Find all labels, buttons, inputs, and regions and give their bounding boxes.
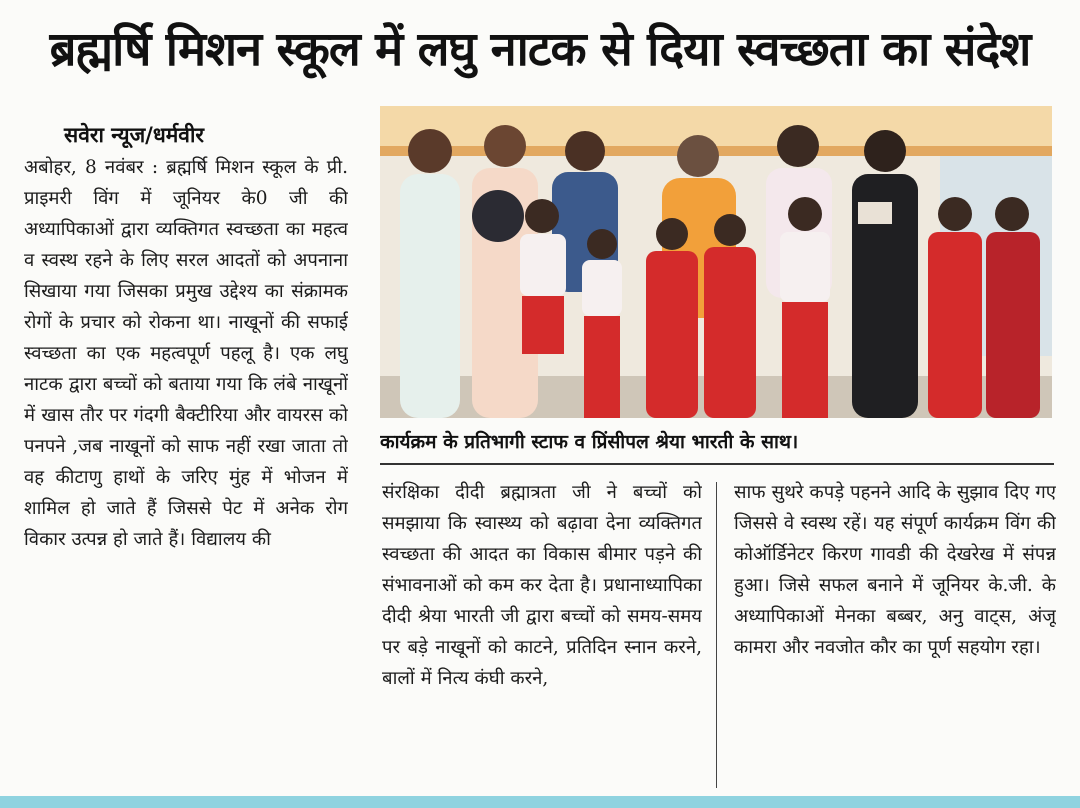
- article-column-3: साफ सुथरे कपड़े पहनने आदि के सुझाव दिए गए जिससे वे स्वस्थ रहें। यह संपूर्ण कार्यक्रम विंग की कोऑर्डिनेटर किरण गावडी की देखरेख में संपन्न हुआ। जिसे सफल बनाने में जूनियर के.जी. के अध्यापिकाओं मेनका बब्बर, अनु वाट्स, अंजू कामरा और नवजोत कौर का पूर्ण सहयोग रहा।: [734, 482, 1056, 658]
- byline: सवेरा न्यूज/धर्मवीर: [64, 122, 205, 147]
- headline: ब्रह्मर्षि मिशन स्कूल में लघु नाटक से दिया स्वच्छता का संदेश: [49, 22, 1031, 77]
- caption-divider: [380, 463, 1054, 465]
- news-photo: [380, 106, 1052, 418]
- photo-caption: कार्यक्रम के प्रतिभागी स्टाफ व प्रिंसीपल श्रेया भारती के साथ।: [380, 431, 799, 453]
- article-column-2: संरक्षिका दीदी ब्रह्मात्रता जी ने बच्चों को समझाया कि स्वास्थ्य को बढ़ावा देना व्यक्तिगत स्वच्छता की आदत का विकास बीमार पड़ने की संभावनाओं को कम कर देता है। प्रधानाध्यापिका दीदी श्रेया भारती जी द्वारा बच्चों को समय-समय पर बड़े नाखूनों को काटने, प्रतिदिन स्नान करने, बालों में नित्य कंघी करने,: [382, 482, 702, 689]
- article-column-1: अबोहर, 8 नवंबर : ब्रह्मर्षि मिशन स्कूल के प्री. प्राइमरी विंग में जूनियर के0 जी की अध्यापिकाओं द्वारा व्यक्तिगत स्वच्छता का महत्व व स्वस्थ रहने के लिए सरल आदतों को अपनाना सिखाया गया जिसका प्रमुख उद्देश्य का संक्रामक रोगों के प्रचार को रोकना था। नाखूनों की सफाई स्वच्छता का एक महत्वपूर्ण पहलू है। एक लघु नाटक द्वारा बच्चों को बताया गया कि लंबे नाखूनों में खास तौर पर गंदगी बैक्टीरिया और वायरस को पनपने ,जब नाखूनों को साफ नहीं रखा जाता तो वह कीटाणु हाथों के जरिए मुंह में भोजन में शामिल हो जाते हैं जिससे पेट में अनेक रोग विकार उत्पन्न हो जाते हैं। विद्यालय की: [24, 157, 348, 550]
- bottom-accent-strip: [0, 796, 1080, 808]
- column-divider: [716, 482, 717, 788]
